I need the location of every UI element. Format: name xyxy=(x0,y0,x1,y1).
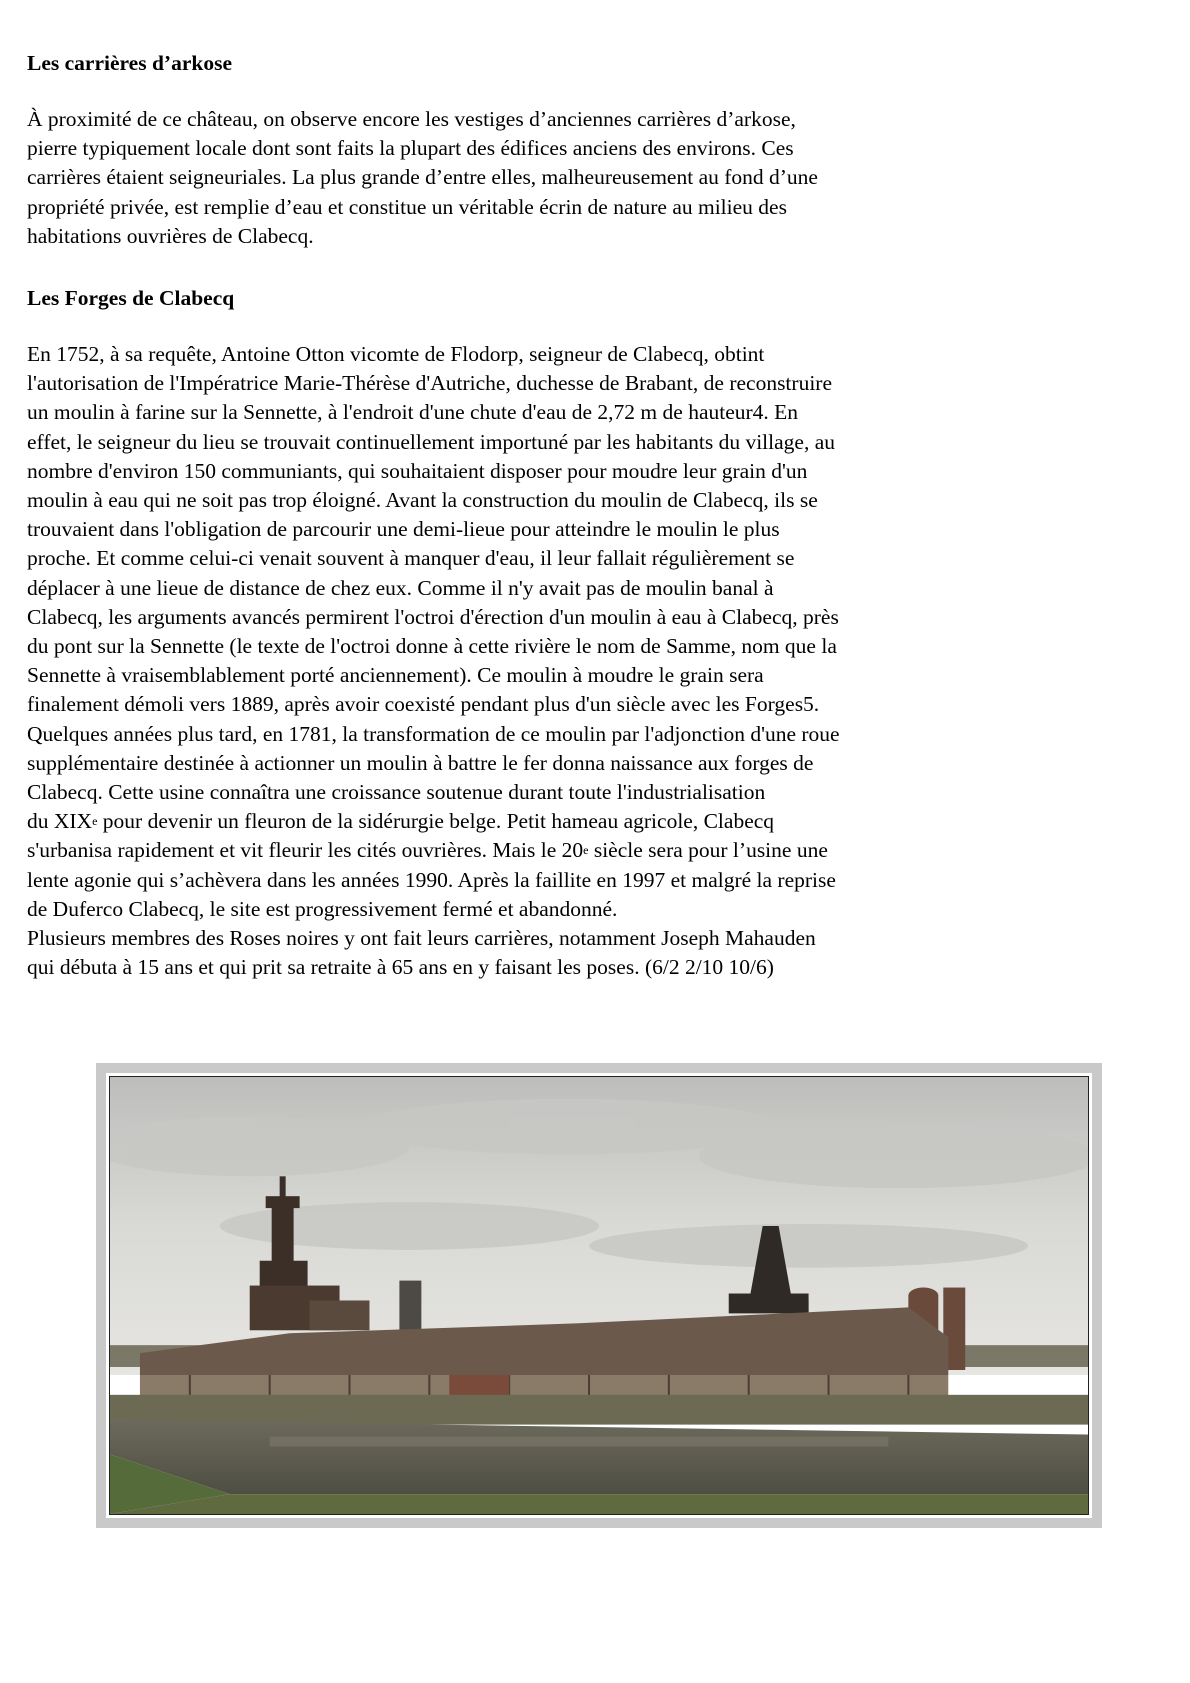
text-line: trouvaient dans l'obligation de parcourir une demi-lieue pour atteindre le moulin le plus xyxy=(27,517,780,542)
paragraph-forges xyxy=(27,340,840,982)
text-fragment: siècle sera pour l’usine une xyxy=(588,838,828,863)
text-line: En 1752, à sa requête, Antoine Otton vicomte de Flodorp, seigneur de Clabecq, obtint xyxy=(27,342,765,366)
text-line: supplémentaire destinée à actionner un moulin à battre le fer donna naissance aux forges de xyxy=(27,750,814,775)
text-line: pierre typiquement locale dont sont faits la plupart des édifices anciens des environs. Ces xyxy=(27,136,794,161)
superscript: e xyxy=(583,843,589,858)
text-line: Plusieurs membres des Roses noires y ont fait leurs carrières, notamment Joseph Mahauden xyxy=(27,926,816,951)
text-line: proche. Et comme celui-ci venait souvent à manquer d'eau, il leur fallait régulièrement se xyxy=(27,546,795,571)
paragraph-arkose xyxy=(27,105,818,251)
text-line: lente agonie qui s’achèvera dans les années 1990. Après la faillite en 1997 et malgré la reprise xyxy=(27,867,836,892)
text-line: moulin à eau qui ne soit pas trop éloigné. Avant la construction du moulin de Clabecq, ils se xyxy=(27,488,818,513)
text-line: carrières étaient seigneuriales. La plus grande d’entre elles, malheureusement au fond d’une xyxy=(27,165,818,190)
text-line: nombre d'environ 150 communiants, qui souhaitaient disposer pour moudre leur grain d'un xyxy=(27,458,808,483)
foreground-bank xyxy=(110,1494,1088,1514)
text-fragment: pour devenir un fleuron de la sidérurgie belge. Petit hameau agricole, Clabecq xyxy=(97,809,775,834)
text-line: effet, le seigneur du lieu se trouvait continuellement importuné par les habitants du village, au xyxy=(27,429,836,454)
text-line: l'autorisation de l'Impératrice Marie-Thérèse d'Autriche, duchesse de Brabant, de reconstruire xyxy=(27,371,832,396)
text-line: déplacer à une lieue de distance de chez eux. Comme il n'y avait pas de moulin banal à xyxy=(27,575,774,600)
text-line: qui débuta à 15 ans et qui prit sa retraite à 65 ans en y faisant les poses. (6/2 2/10 10/6) xyxy=(27,955,774,980)
text-line: finalement démoli vers 1889, après avoir coexisté pendant plus d'un siècle avec les Forges5. xyxy=(27,692,820,717)
text-line: habitations ouvrières de Clabecq. xyxy=(27,223,314,248)
vegetation xyxy=(110,1395,1088,1425)
text-line: du pont sur la Sennette (le texte de l'octroi donne à cette rivière le nom de Samme, nom que la xyxy=(27,634,837,659)
text-line: Sennette à vraisemblablement porté anciennement). Ce moulin à moudre le grain sera xyxy=(27,663,764,688)
photo-forges-clabecq xyxy=(109,1076,1089,1515)
section-title-arkose: Les carrières d’arkose xyxy=(27,51,232,75)
text-line: Clabecq, les arguments avancés permirent l'octroi d'érection d'un moulin à eau à Clabecq, près xyxy=(27,604,839,629)
text-line: Clabecq. Cette usine connaîtra une croissance soutenue durant toute l'industrialisation xyxy=(27,780,766,805)
tower-structure xyxy=(399,1281,421,1331)
superscript: e xyxy=(92,814,98,829)
text-line: propriété privée, est remplie d’eau et constitue un véritable écrin de nature au milieu des xyxy=(27,194,787,219)
section-title-forges: Les Forges de Clabecq xyxy=(27,286,235,310)
text-line-superscript xyxy=(27,836,840,865)
text-fragment: du XIX xyxy=(27,809,93,834)
text-line: de Duferco Clabecq, le site est progressivement fermé et abandonné. xyxy=(27,896,618,921)
text-line-superscript xyxy=(27,807,840,836)
text-fragment: s'urbanisa rapidement et vit fleurir les cités ouvrières. Mais le 20 xyxy=(27,838,584,863)
text-line: À proximité de ce château, on observe encore les vestiges d’anciennes carrières d’arkose, xyxy=(27,107,796,131)
text-line: un moulin à farine sur la Sennette, à l'endroit d'une chute d'eau de 2,72 m de hauteur4. En xyxy=(27,400,799,425)
photo-mat xyxy=(106,1073,1092,1518)
photo-illustration xyxy=(110,1077,1088,1514)
text-line: Quelques années plus tard, en 1781, la transformation de ce moulin par l'adjonction d'une roue xyxy=(27,721,840,746)
photo-frame xyxy=(96,1063,1102,1528)
reflection xyxy=(270,1437,889,1447)
canal-water xyxy=(110,1420,1088,1494)
